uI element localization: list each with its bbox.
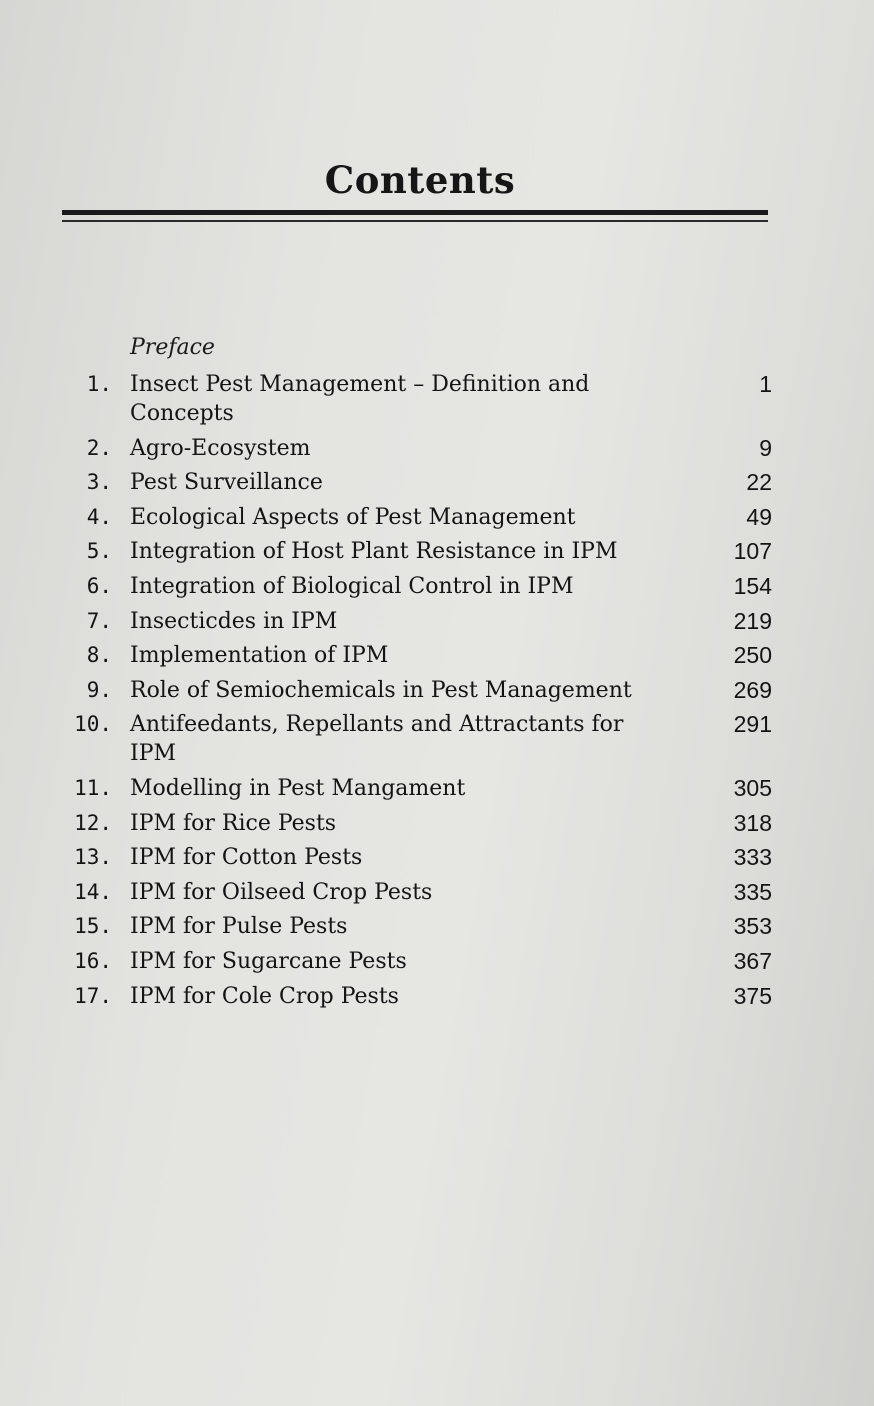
page-number: 22 bbox=[746, 469, 772, 496]
chapter-title: Insecticdes in IPM bbox=[130, 608, 338, 634]
chapter-title: Role of Semiochemicals in Pest Management bbox=[130, 677, 632, 703]
page-number: 154 bbox=[733, 572, 772, 599]
chapter-title: IPM for Rice Pests bbox=[130, 810, 337, 836]
toc-entry bbox=[62, 641, 772, 670]
page-number: 375 bbox=[733, 982, 772, 1009]
chapter-title: IPM for Pulse Pests bbox=[130, 914, 348, 940]
page-number: 269 bbox=[733, 676, 772, 703]
page-number: 333 bbox=[733, 844, 772, 871]
page-number: 49 bbox=[746, 503, 772, 530]
page-number: 219 bbox=[733, 607, 772, 634]
page-number: 250 bbox=[733, 642, 772, 669]
chapter-title: Modelling in Pest Mangament bbox=[130, 775, 466, 801]
title-rule-thin bbox=[62, 220, 768, 222]
chapter-number: 15. bbox=[74, 914, 112, 939]
page-number: 107 bbox=[733, 538, 772, 565]
toc-entry bbox=[62, 434, 772, 463]
chapter-title: IPM for Cole Crop Pests bbox=[130, 983, 399, 1009]
chapter-title: Implementation of IPM bbox=[130, 643, 389, 669]
chapter-title: Integration of Host Plant Resistance in IPM bbox=[130, 539, 618, 565]
chapter-number: 9. bbox=[86, 677, 112, 702]
page-number: 305 bbox=[733, 774, 772, 801]
page-number: 291 bbox=[733, 711, 772, 738]
toc-entry bbox=[62, 710, 772, 768]
toc-entry bbox=[62, 503, 772, 532]
page-number: 318 bbox=[733, 809, 772, 836]
chapter-number: 17. bbox=[74, 983, 112, 1008]
chapter-title: IPM for Sugarcane Pests bbox=[130, 948, 407, 974]
chapter-number: 8. bbox=[86, 643, 112, 668]
toc-entry bbox=[62, 572, 772, 601]
chapter-number: 14. bbox=[74, 879, 112, 904]
toc-entry bbox=[62, 947, 772, 976]
chapter-title: Antifeedants, Repellants and Attractants for IPM bbox=[130, 712, 624, 767]
chapter-number: 10. bbox=[74, 712, 112, 737]
page-title: Contents bbox=[324, 158, 516, 202]
toc-entry bbox=[62, 878, 772, 907]
toc-entry bbox=[62, 912, 772, 941]
toc-entry bbox=[62, 607, 772, 636]
toc-entry bbox=[62, 537, 772, 566]
page-number: 1 bbox=[759, 371, 772, 397]
page-number: 353 bbox=[733, 913, 772, 940]
toc-entry bbox=[62, 370, 772, 428]
chapter-title: Ecological Aspects of Pest Management bbox=[130, 504, 576, 530]
chapter-number: 1. bbox=[86, 372, 112, 396]
toc-entry bbox=[62, 809, 772, 838]
chapter-number: 7. bbox=[86, 608, 112, 633]
chapter-number: 16. bbox=[74, 948, 112, 973]
chapter-title: Agro-Ecosystem bbox=[130, 435, 311, 461]
chapter-title: Insect Pest Management – Definition and Concepts bbox=[130, 372, 590, 426]
chapter-number: 2. bbox=[86, 435, 112, 460]
toc-entry bbox=[62, 468, 772, 497]
page-number: 9 bbox=[759, 434, 772, 461]
chapter-title: IPM for Cotton Pests bbox=[130, 845, 363, 871]
chapter-number: 5. bbox=[86, 539, 112, 564]
toc-entry bbox=[62, 774, 772, 803]
chapter-number: 3. bbox=[86, 470, 112, 495]
page-number: 335 bbox=[733, 878, 772, 905]
chapter-title: IPM for Oilseed Crop Pests bbox=[130, 879, 433, 905]
chapter-number: 13. bbox=[74, 845, 112, 870]
table-of-contents bbox=[62, 370, 772, 1016]
chapter-number: 11. bbox=[74, 775, 112, 800]
preface-entry: Preface bbox=[130, 335, 215, 360]
title-rule-thick bbox=[62, 210, 768, 215]
toc-entry bbox=[62, 982, 772, 1011]
toc-entry bbox=[62, 676, 772, 705]
chapter-title: Pest Surveillance bbox=[130, 470, 323, 496]
chapter-number: 12. bbox=[74, 810, 112, 835]
page-number: 367 bbox=[733, 947, 772, 974]
toc-entry bbox=[62, 843, 772, 872]
chapter-number: 4. bbox=[86, 504, 112, 529]
chapter-title: Integration of Biological Control in IPM bbox=[130, 573, 574, 599]
chapter-number: 6. bbox=[86, 573, 112, 598]
